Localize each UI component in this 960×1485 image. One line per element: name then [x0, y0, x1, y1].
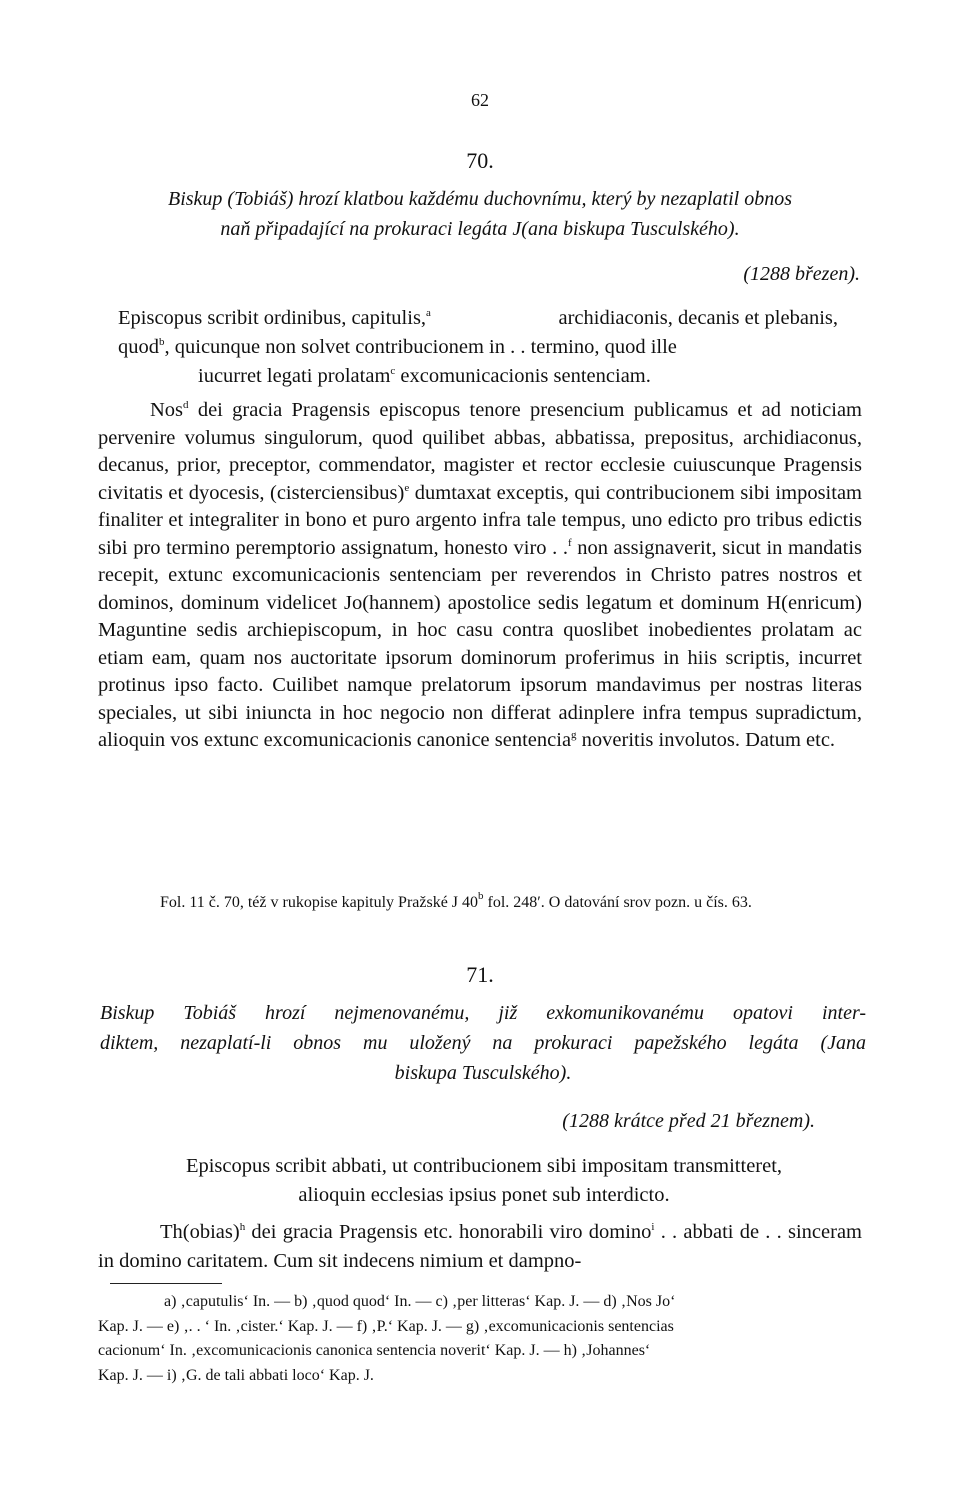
footnote-line: Kap. J. — e) ‚. . ‘ In. ‚cister.‘ Kap. J. — f) ‚P.‘ Kap. J. — g) ‚excomunicacionis sentencias [98, 1317, 674, 1335]
footnote-mark: f [567, 536, 572, 549]
summary-line: Episcopus scribit abbati, ut contribucionem sibi impositam transmitteret, [185, 1155, 783, 1177]
footnote-mark: a [426, 307, 431, 319]
charter-paragraph: Th(obias)$^h$ dei gracia Pragensis etc. honorabili viro domino$^i$ . . abbati de . . sinceram in domino caritatem. Cum sit indecens nimium et dampno- [98, 1221, 862, 1272]
footnote-line: a) ‚caputulis‘ In. — b) ‚quod quod‘ In. — c) ‚per litteras‘ Kap. J. — d) ‚Nos Jo‘ [164, 1293, 676, 1310]
title-line: diktem, nezaplatí-li obnos mu uložený na prokuraci papežského legáta (Jana [100, 1032, 866, 1054]
document-70-source-note: Fol. 11 č. 70, též v rukopise kapituly Pražské J 40$^b$ fol. 248′. O datování srov pozn. u čís. 63. [160, 890, 752, 911]
title-line: naň připadající na prokuraci legáta J(ana biskupa Tusculského). [220, 218, 740, 240]
document-70-summary [118, 304, 838, 391]
charter-paragraph: Nos$^d$ dei gracia Pragensis episcopus tenore presencium publicamus et ad noticiam pervenire volumus singulorum, quod quilibet abbas, abbatissa, prepositus, archidiaconus, decanus, prior, preceptor, commendator, magister et rector ecclesie cuiuscunque Pragensis civitatis et dyocesis, (cisterciensibus)$^e$ dumtaxat exceptis, qui contribucionem sibi impositam finaliter et integraliter in bono et puro argento infra tale tempus, uno edicto pro tribus edictis sibi pro termino peremptorio assignatum, honesto viro . .$^f$ non assignaverit, sicut in mandatis recepit, extunc excomunicacionis sentenciam per reverendos in Christo patres nostros et dominos, dominum videlicet Jo(hannem) apostolice sedis legatum et dominum H(enricum) Maguntine sedis archiepiscopum, in hoc casu contra quoslibet inobedientes prolatam ac etiam eam, quam nos auctoritate ipsorum dominorum proferimus in hiis scriptis, incurret protinus ipso facto. Cuilibet namque prelatorum ipsorum mandavimus per nostras literas speciales, ut sibi iniuncta in hoc negocio non differat adinplere infra tempus supradictum, alioquin vos extunc excomunicacionis canonice sentencia$^g$ noveritis involutos. Datum etc. [98, 399, 862, 751]
footnotes [98, 1290, 870, 1388]
footnote-mark: i [651, 1221, 655, 1233]
document-70-number: 70. [466, 148, 494, 173]
footnote-mark: b [478, 890, 484, 902]
summary-segment: archidiaconis, decanis et plebanis, [558, 307, 838, 329]
footnote-mark: h [239, 1221, 246, 1233]
title-line: biskupa Tusculského). [394, 1062, 572, 1084]
footnote-line: Kap. J. — i) ‚G. de tali abbati loco‘ Kap. J. [98, 1366, 374, 1384]
footnote-mark: g [571, 729, 577, 741]
document-71-date: (1288 krátce před 21 březnem). [562, 1110, 815, 1132]
footnote-mark: e [404, 481, 410, 494]
title-line: Biskup (Tobiáš) hrozí klatbou každému duchovnímu, který by nezaplatil obnos [167, 188, 792, 210]
footnote-mark: d [183, 399, 189, 411]
document-71-summary [100, 1152, 868, 1210]
document-70-date: (1288 březen). [743, 263, 860, 285]
title-line: Biskup Tobiáš hrozí nejmenovanému, již exkomunikovanému opatovi inter- [100, 1002, 866, 1024]
document-70-title [100, 184, 860, 244]
document-70-text [98, 397, 862, 755]
footnote-divider [110, 1283, 222, 1284]
summary-segment: iucurret legati prolatam$^c$ excomunicacionis sentenciam. [198, 365, 651, 387]
footnote-line: cacionum‘ In. ‚excomunicacionis canonica sentencia noverit‘ Kap. J. — h) ‚Johannes‘ [98, 1342, 651, 1359]
footnote-mark: c [390, 365, 396, 377]
summary-line: alioquin ecclesias ipsius ponet sub interdicto. [298, 1184, 670, 1206]
footnote-mark: b [159, 336, 165, 348]
summary-segment: quod$^b$, quicunque non solvet contribucionem in . . termino, quod ille [118, 336, 677, 358]
page-number: 62 [471, 90, 489, 110]
document-71-number: 71. [466, 962, 494, 987]
document-71-text [98, 1218, 862, 1276]
summary-segment: Episcopus scribit ordinibus, capitulis,$^a$ [118, 307, 431, 329]
document-71-title [100, 998, 866, 1088]
